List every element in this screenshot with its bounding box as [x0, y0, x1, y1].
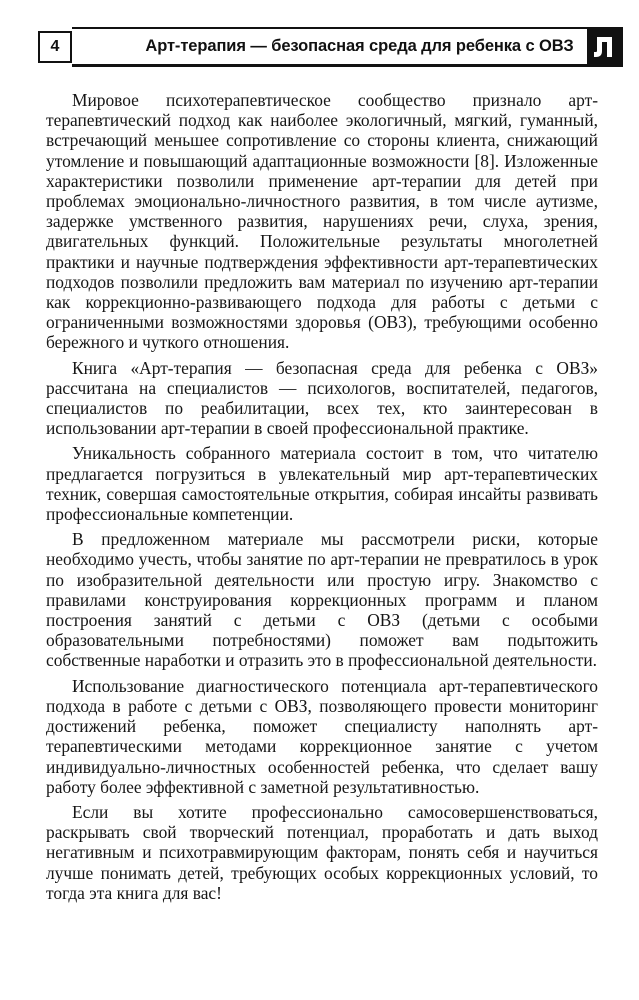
- header-title: Арт-терапия — безопасная среда для ребенка с ОВЗ: [145, 37, 574, 55]
- paragraph: В предложенном материале мы рассмотрели риски, которые необходимо учесть, чтобы занятие по арт-терапии не превратилось в урок по изобразительной деятельности или простую игру. Знакомство с правилами конструирования коррекционных программ и планом построения занятий с детьми с ОВЗ (детьми с особыми образовательными потребностями) поможет вам подытожить собственные наработки и отразить это в профессиональной деятельности.: [46, 529, 598, 671]
- body-text: [46, 90, 598, 908]
- paragraph: Уникальность собранного материала состоит в том, что читателю предлагается погрузиться в увлекательный мир арт-терапевтических техник, совершая самостоятельные открытия, собирая инсайты развивать профессиональные компетенции.: [46, 443, 598, 525]
- paragraph: Использование диагностического потенциала арт-терапевтического подхода в работе с детьми с ОВЗ, позволяющего провести мониторинг достижений ребенка, поможет специалисту наполнять арт-терапевтическими методами коррекционное занятие с учетом индивидуально-личностных особенностей ребенка, что сделает вашу работу более эффективной с заметной результативностью.: [46, 675, 598, 797]
- publisher-logo-icon: [587, 29, 621, 65]
- header-bar: [72, 27, 623, 67]
- paragraph: Если вы хотите профессионально самосовершенствоваться, раскрывать свой творческий потенциал, проработать и дать выход негативным и психотравмирующим факторам, понять себя и научиться лучше понимать детей, требующих особых коррекционных условий, то тогда эта книга для вас!: [46, 801, 598, 903]
- paragraph: Мировое психотерапевтическое сообщество признало арт-терапевтический подход как наиболее экологичный, мягкий, гуманный, встречающий меньшее сопротивление со стороны клиента, снижающий утомление и повышающий адаптационные возможности [8]. Изложенные характеристики позволили применение арт-терапии для детей при проблемах эмоционально-личностного развития, в том числе аутизме, задержке умственного развития, нарушениях речи, слуха, зрения, двигательных функций. Положительные результаты многолетней практики и научные подтверждения эффективности арт-терапевтических подходов позволили предложить вам материал по изучению арт-терапии как коррекционно-развивающего подхода для работы с детьми с ограниченными возможностями здоровья (ОВЗ), требующими особенно бережного и чуткого отношения.: [46, 90, 598, 353]
- page-number: 4: [38, 31, 72, 63]
- paragraph: Книга «Арт-терапия — безопасная среда для ребенка с ОВЗ» рассчитана на специалистов — психологов, воспитателей, педагогов, специалистов по реабилитации, всех тех, кто заинтересован в использовании арт-терапии в своей профессиональной практике.: [46, 357, 598, 439]
- running-header: [38, 27, 595, 67]
